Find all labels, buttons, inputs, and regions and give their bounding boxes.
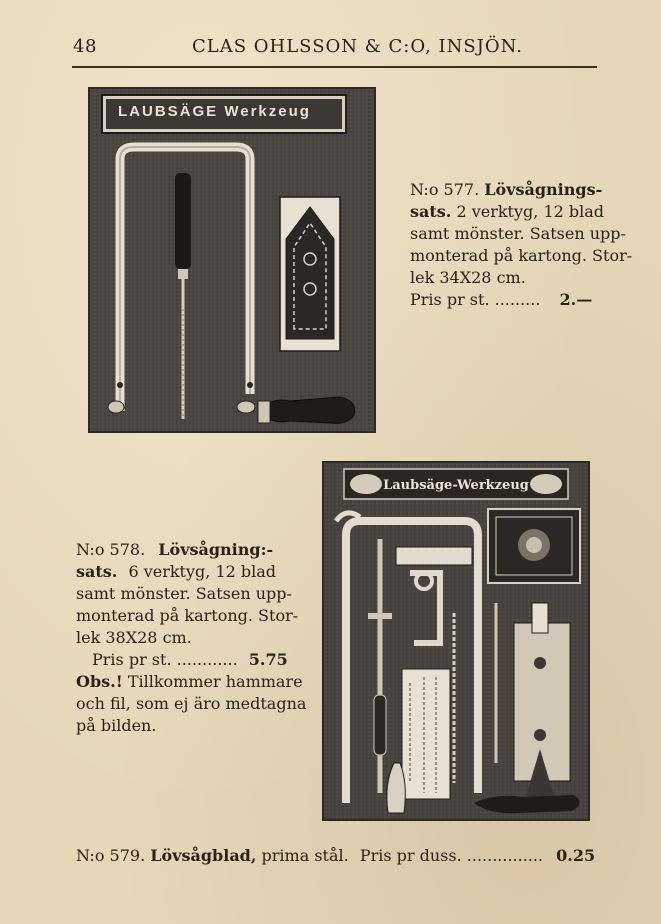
item-579-line [76, 846, 612, 865]
item-579-price-dots: ............... [466, 846, 544, 865]
page-header [0, 36, 661, 60]
item-578-price-label: Pris pr st. [92, 650, 172, 669]
fretsaw-set-578-image [324, 463, 588, 819]
item-578-note-3: på bilden. [76, 716, 157, 735]
item-578-line-2 [76, 561, 308, 583]
item-577-line-2 [410, 201, 610, 223]
item-577-number: N:o 577. [410, 180, 480, 199]
item-578-desc-2: samt mönster. Satsen upp- [76, 584, 292, 603]
box-label-text: LAUBSÄGE Werkzeug [118, 103, 311, 120]
item-577-desc-1: 2 verktyg, 12 blad [456, 202, 605, 221]
saw-handle [260, 397, 355, 423]
item-578-note-1: Tillkommer hammare [127, 672, 303, 691]
item-578-description [76, 539, 308, 737]
item-579-name: Lövsågblad, [150, 846, 257, 865]
item-577-desc-2: samt mönster. Satsen upp- [410, 224, 626, 243]
item-579-price: 0.25 [556, 846, 596, 865]
item-578-desc-1: 6 verktyg, 12 blad [128, 562, 277, 581]
item-577-name-a: Lövsågnings- [484, 180, 603, 199]
item-577-desc-4: lek 34X28 cm. [410, 268, 526, 287]
item-577-description [410, 179, 633, 311]
saw-handle [474, 795, 580, 813]
item-578-number: N:o 578. [76, 540, 146, 559]
item-578-note-2: och fil, som ej äro medtagna [76, 694, 307, 713]
item-577-desc-3: monterad på kartong. Stor- [410, 246, 633, 265]
item-579-number: N:o 579. [76, 846, 146, 865]
item-578-desc-3: monterad på kartong. Stor- [76, 606, 299, 625]
item-578-price-line [76, 649, 308, 671]
item-578-name-a: Lövsågning:- [158, 540, 274, 559]
header-rule [72, 66, 597, 68]
item-578-note-label: Obs.! [76, 672, 123, 691]
item-579-desc: prima stål. [261, 846, 349, 865]
item-577-price-label: Pris pr st. [410, 290, 490, 309]
item-578-note-line [76, 671, 308, 693]
fretsaw-set-578-illustration [322, 461, 590, 821]
item-578-name-b: sats. [76, 562, 118, 581]
box-label-text: Laubsäge-Werkzeug [383, 478, 529, 493]
item-578-price: 5.75 [248, 650, 288, 669]
fretsaw-set-577-illustration [88, 87, 376, 433]
item-579-price-label: Pris pr duss. [359, 846, 462, 865]
item-577-price-line [410, 289, 610, 311]
item-577-name-b: sats. [410, 202, 452, 221]
item-577-price: 2.— [559, 290, 593, 309]
awl-handle [175, 173, 191, 269]
item-577-price-dots: ......... [494, 290, 541, 309]
page-number: 48 [73, 36, 97, 57]
item-578-desc-4: lek 38X28 cm. [76, 628, 192, 647]
running-head: CLAS OHLSSON & C:O, INSJÖN. [192, 36, 523, 57]
item-577-line-1 [410, 179, 610, 201]
item-578-line-1 [76, 539, 308, 561]
fretsaw-set-577-image [90, 89, 374, 431]
instruction-card [402, 669, 450, 799]
item-578-price-dots: ............ [176, 650, 238, 669]
